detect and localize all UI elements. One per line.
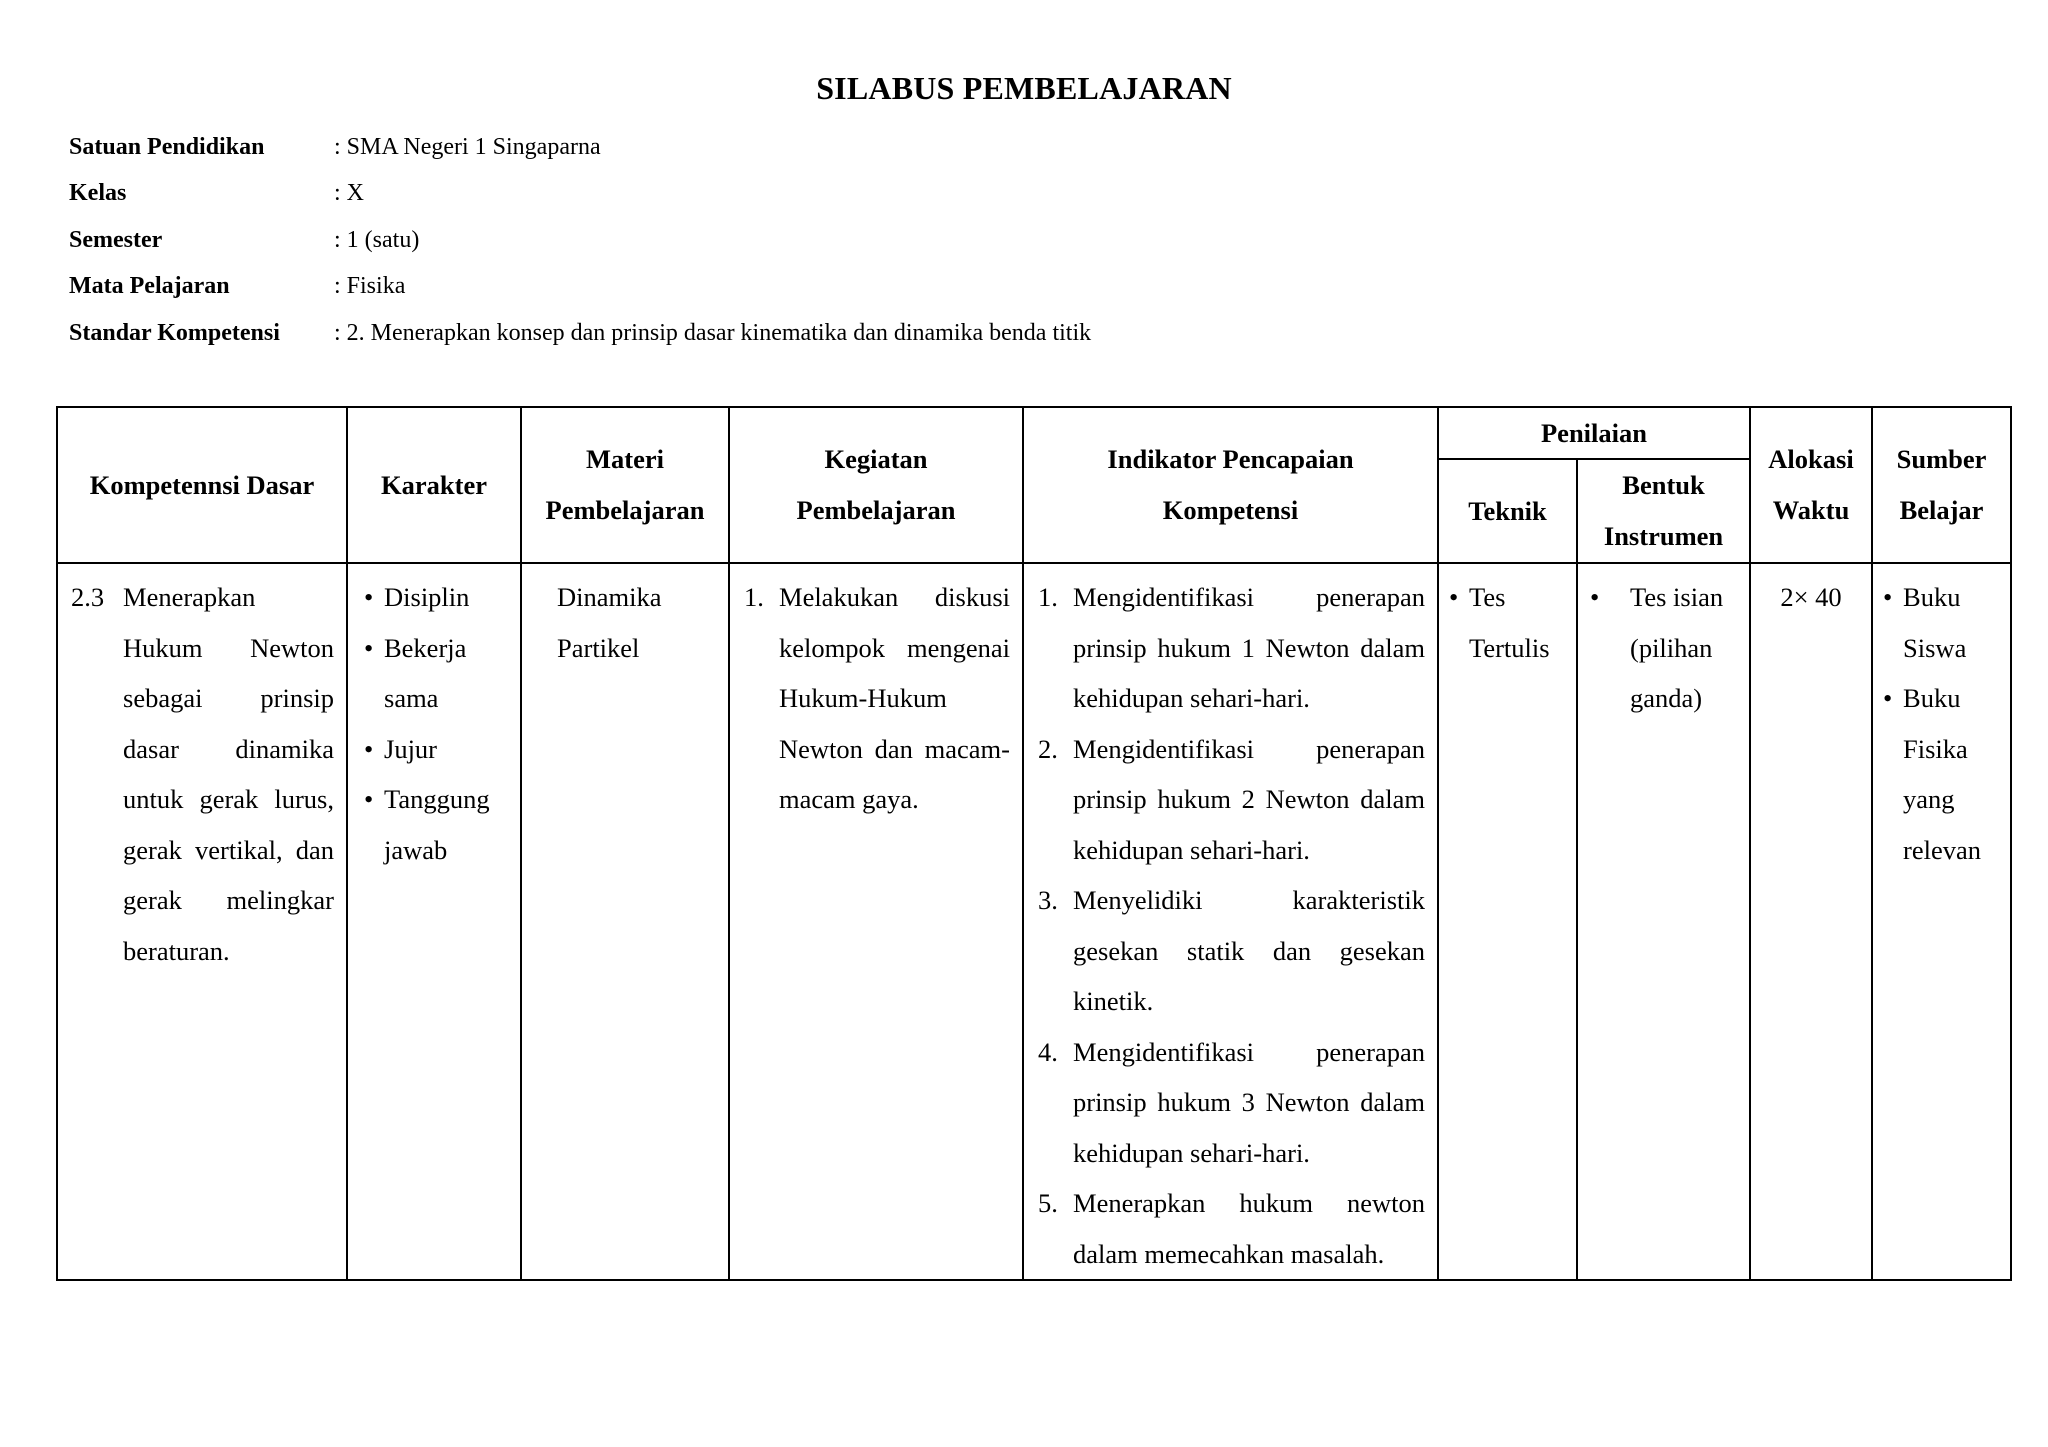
indikator-number: 2.: [1038, 733, 1058, 764]
meta-value: : SMA Negeri 1 Singaparna: [334, 133, 601, 160]
header-teknik: Teknik: [1438, 459, 1577, 563]
karakter-item: Jujur: [384, 733, 437, 764]
indikator-text: Menyelidiki karakteristik gesekan statik dan gesekan kinetik.: [1073, 885, 1425, 1016]
bullet-icon: •: [1883, 683, 1893, 713]
karakter-list: [348, 564, 520, 875]
bentuk-cell: [1577, 563, 1750, 1280]
header-sumber: [1872, 407, 2011, 563]
meta-label: Satuan Pendidikan: [69, 133, 265, 160]
kd-number: 2.3: [71, 582, 105, 612]
meta-label: Semester: [69, 226, 163, 253]
header-kompetensi-dasar: Kompetennsi Dasar: [57, 407, 347, 563]
list-item: [1038, 572, 1425, 724]
header-sumber-line1: Sumber: [1896, 444, 1987, 474]
teknik-cell: [1438, 563, 1577, 1280]
karakter-cell: [347, 563, 521, 1280]
indikator-text: Mengidentifikasi penerapan prinsip hukum 2 Newton dalam kehidupan sehari-hari.: [1073, 733, 1425, 865]
meta-label: Kelas: [69, 180, 127, 207]
meta-value: : 1 (satu): [334, 226, 420, 253]
header-bentuk-line1: Bentuk: [1622, 470, 1705, 500]
list-item: [364, 623, 514, 724]
list-item: [1883, 572, 2004, 673]
waktu-cell: [1750, 563, 1872, 1280]
indikator-text: Menerapkan hukum newton dalam memecahkan masalah.: [1073, 1188, 1425, 1269]
sumber-list: [1873, 564, 2010, 875]
meta-value: : X: [334, 180, 364, 207]
header-bentuk: [1577, 459, 1750, 563]
header-indikator-line2: Kompetensi: [1162, 495, 1299, 525]
list-item: [1038, 1178, 1425, 1279]
sumber-item: Buku Fisika yang relevan: [1903, 683, 1981, 865]
sumber-item: Buku Siswa: [1903, 582, 1967, 663]
header-indikator-line1: Indikator Pencapaian: [1107, 444, 1354, 474]
header-bentuk-line2: Instrumen: [1603, 521, 1724, 551]
syllabus-table: [56, 406, 2012, 1281]
bentuk-text: Tes isian (pilihan ganda): [1630, 582, 1724, 713]
bullet-icon: •: [1590, 582, 1600, 612]
header-kegiatan-line2: Pembelajaran: [796, 495, 956, 525]
meta-row: [69, 171, 1969, 218]
bullet-icon: •: [364, 632, 374, 663]
list-item: [364, 572, 514, 623]
waktu-text: 2× 40: [1780, 582, 1842, 612]
header-alokasi-line2: Waktu: [1772, 495, 1850, 525]
list-item: [364, 774, 514, 875]
kompetensi-dasar-cell: [57, 563, 347, 1280]
indikator-text: Mengidentifikasi penerapan prinsip hukum 3 Newton dalam kehidupan sehari-hari.: [1073, 1036, 1425, 1168]
kegiatan-text: Melakukan diskusi kelompok mengenai Hukum-Hukum Newton dan macam-macam gaya.: [779, 582, 1010, 814]
list-item: [1038, 1027, 1425, 1179]
kegiatan-number: 1.: [744, 582, 764, 612]
indikator-number: 4.: [1038, 1036, 1058, 1067]
kegiatan-list: [730, 564, 1022, 825]
teknik-text: Tes Tertulis: [1469, 582, 1550, 663]
list-item: [1038, 724, 1425, 876]
table-row: [57, 563, 2011, 1280]
karakter-item: Bekerja sama: [384, 632, 467, 713]
meta-row: [69, 124, 1969, 171]
bullet-icon: •: [364, 733, 374, 764]
bullet-icon: •: [1883, 582, 1893, 612]
materi-cell: [521, 563, 729, 1280]
indikator-number: 1.: [1038, 582, 1058, 612]
header-materi-line1: Materi: [586, 444, 664, 474]
page-title: SILABUS PEMBELAJARAN: [816, 70, 1232, 106]
list-item: [1883, 673, 2004, 875]
bullet-icon: •: [364, 582, 374, 612]
header-materi-line2: Pembelajaran: [545, 495, 705, 525]
kd-text: Menerapkan Hukum Newton sebagai prinsip dasar dinamika untuk gerak lurus, gerak vertikal, dan gerak melingkar beraturan.: [123, 582, 334, 966]
indikator-list: [1024, 564, 1437, 1279]
meta-label: Standar Kompetensi: [69, 319, 280, 346]
karakter-item: Disiplin: [384, 582, 470, 612]
meta-label: Mata Pelajaran: [69, 273, 230, 300]
header-alokasi: [1750, 407, 1872, 563]
indikator-text: Mengidentifikasi penerapan prinsip hukum 1 Newton dalam kehidupan sehari-hari.: [1073, 582, 1425, 713]
indikator-cell: [1023, 563, 1438, 1280]
list-item: [364, 724, 514, 775]
bullet-icon: •: [1449, 582, 1459, 612]
header-materi: [521, 407, 729, 563]
meta-value: : 2. Menerapkan konsep dan prinsip dasar kinematika dan dinamika benda titik: [334, 319, 1092, 346]
meta-info: [69, 124, 1969, 357]
materi-text: Dinamika Partikel: [557, 582, 662, 663]
meta-value: : Fisika: [334, 273, 406, 300]
indikator-number: 5.: [1038, 1188, 1058, 1218]
karakter-item: Tanggung jawab: [384, 784, 490, 865]
header-sumber-line2: Belajar: [1899, 495, 1984, 525]
sumber-cell: [1872, 563, 2011, 1280]
header-alokasi-line1: Alokasi: [1768, 444, 1854, 474]
header-penilaian: Penilaian: [1438, 407, 1750, 459]
header-kegiatan: [729, 407, 1023, 563]
header-kegiatan-line1: Kegiatan: [824, 444, 928, 474]
header-karakter: Karakter: [347, 407, 521, 563]
kegiatan-cell: [729, 563, 1023, 1280]
header-row: [57, 407, 2011, 459]
meta-row: [69, 310, 1969, 357]
list-item: [744, 572, 1010, 825]
header-indikator: [1023, 407, 1438, 563]
meta-row: [69, 264, 1969, 311]
bullet-icon: •: [364, 784, 374, 814]
indikator-number: 3.: [1038, 885, 1058, 915]
meta-row: [69, 217, 1969, 264]
list-item: [1038, 875, 1425, 1027]
